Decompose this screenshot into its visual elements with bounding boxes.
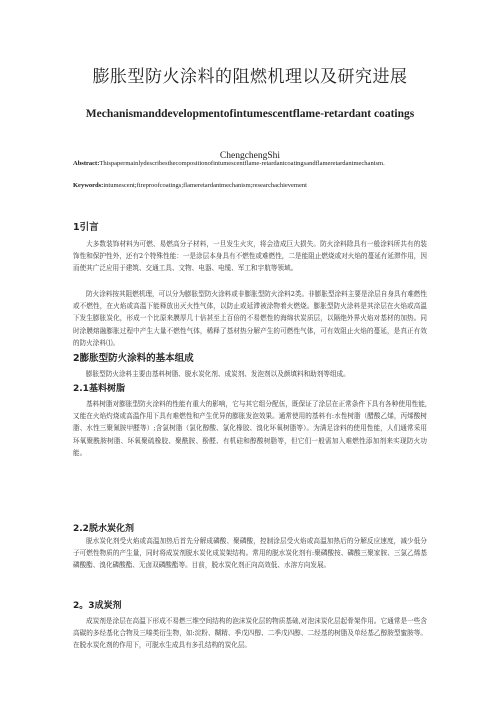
- paragraph: 防火涂料按其阻燃机理，可以分为膨胀型防火涂料或非膨胀型防火涂料2类。非膨胀型涂料主要是涂层自身具有难燃性或不燃性，在火焰或高温下能释放出灭火性气体，以防止或延滞被涂物着火燃烧。膨胀型防火涂料是其涂层在火焰或高温下发生膨胀炭化，形成一个比原来膜厚几十倍甚至上百倍的不易燃性的海绵状炭质层，以隔绝外界火焰对基材的加热。同时涂膜熔融膨胀过程中产生大量不燃性气体，稀释了基材热分解产生的可燃性气体，可有效阻止火焰的蔓延，是真正有效的防火涂料⑴。: [73, 290, 427, 347]
- subsection-heading-dehydrating-agent: 2.2脱水炭化剂: [73, 524, 134, 534]
- section-heading-introduction: 1引言: [73, 222, 99, 233]
- paragraph: 脱水炭化剂受火焰或高温加热后首先分解成磷酸、聚磷酸，控制涂层受火焰或高温加热后的分解反应速度，减少低分子可燃性物质的产生量，同时将成炭剂脱水炭化成炭架结构。常用的脱水炭化剂有:聚磷酸按、磷酸三聚家胺、三氯乙烯基磷酸酯、溴化磷酸酯、无卤双磷酸酯等。目前，脱水炭化剂正向高效低、水溶方向发展。: [73, 537, 427, 570]
- paragraph: 膨胀型防火涂料主要由基料树脂、脱水炭化剂、成炭剂、发泡剂以及颜填料和助剂等组成。: [86, 370, 350, 378]
- paragraph: 基料树脂对膨胀型防火涂料的性能有重大的影响，它与其它组分配伍，既保证了涂层在正常条件下具有各种使用性能,又能在火焰灼烧或高温作用下具有难燃性和产生优异的膨胀发泡效果。通常使用的基料有:水性树脂（醋酸乙烯，丙烯酸树脂、水性三聚氰胺甲醛等）;含氯树脂（氯化醇酸、氯化橡胶、溴化环氧树脂等）。为满足涂料的使用性能，人们通常采用环氧聚酰胺树脂、环氧聚硫橡胶、聚酰胺、酚醛、有机硅和醇酸树脂等，但它们一般需加入难燃性添加剂来实现防火功能。: [73, 400, 427, 457]
- keywords: [73, 180, 493, 191]
- abstract-label: Abstract:: [73, 160, 100, 167]
- abstract-text: Thispapermainlydescribesthecompositionofintumescentflame-retardantcoatingsandflameretardantmechanism.: [99, 160, 385, 167]
- abstract: [73, 158, 413, 169]
- paper-title: 膨胀型防火涂料的阻燃机理以及研究进展: [92, 67, 408, 87]
- section-heading-composition: 2膨胀型防火涂料的基本组成: [73, 353, 194, 364]
- subsection-heading-base-resin: 2.1基料树脂: [73, 384, 125, 394]
- keywords-label: Keywords:: [73, 182, 104, 189]
- subsection-heading-char-forming-agent: 2。3成炭剂: [73, 601, 122, 611]
- english-title: Mechanismanddevelopmentofintumescentflame-retardant coatings: [85, 108, 415, 120]
- author-name: ChengchengShi: [219, 151, 281, 161]
- keywords-text: intumescent;fireproofcoatings;flameretardantmechanism;researchachievement: [103, 182, 307, 189]
- paragraph: 成炭剂是涂层在高温下形成不易燃三维空间结构的泡沫炭化层的物质基础,对泡沫炭化层起骨架作用。它通常是一些含高碳的多经基化合物及三嗪类衍生物，如:淀粉、糊精、季戊四醇、二季戊四醇、二经基的树脂及单经基乙醇胺型蜜胺等。在脱水炭化剂的作用下，可脱水生成具有多孔结构的炭化层。: [73, 617, 427, 650]
- paragraph: 大多数装饰材料为可燃、易燃高分子材料，一旦发生火灾，将会造成巨大损失。防火涂料除具有一般涂料所共有的装饰性和保护性外，还有2个特殊性能：一是涂层本身具有不燃性或难燃性，二是能阻止燃烧或对火焰的蔓延有延滞作用，因而使其广泛应用于建筑、交通工具、文物、电器、电缆、军工和宇航等领域。: [73, 240, 427, 273]
